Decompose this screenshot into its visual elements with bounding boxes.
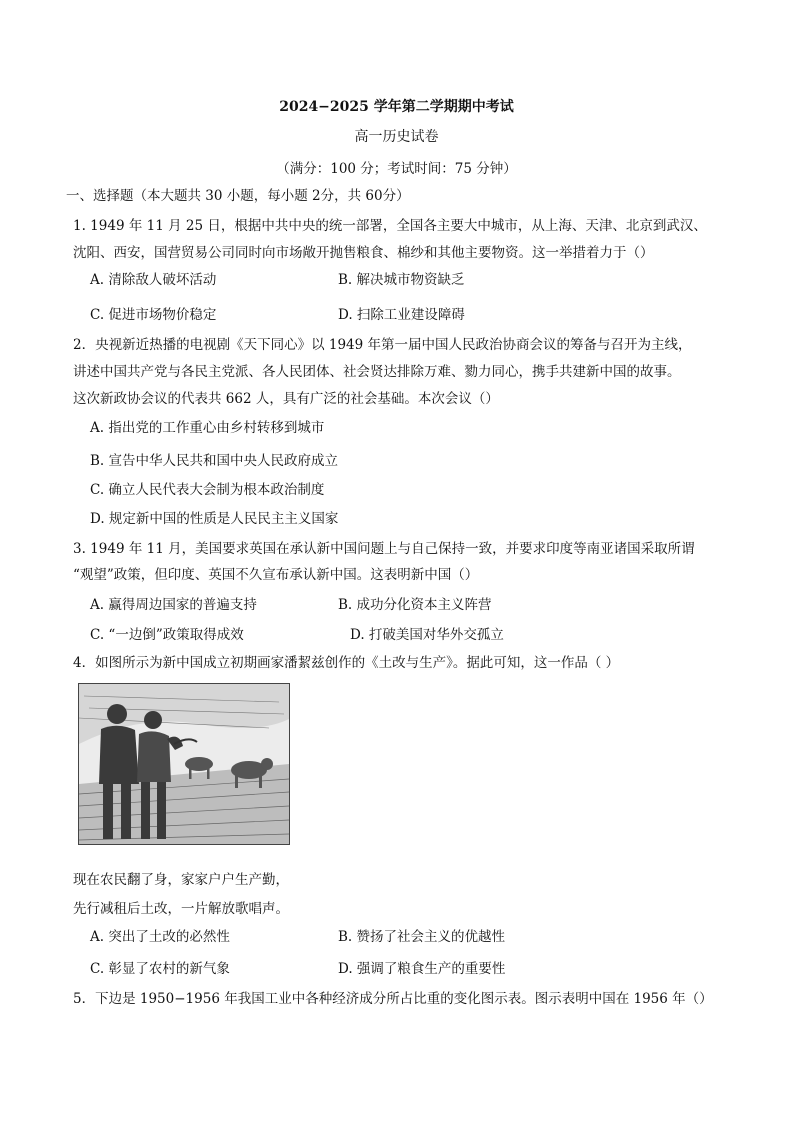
q1-option-a: A. 清除敌人破坏活动 xyxy=(90,272,217,288)
q3-stem-line1: 3. 1949 年 11 月，美国要求英国在承认新中国问题上与自己保持一致，并要求印度等南亚诸国采取所谓 xyxy=(73,541,695,557)
q4-option-d: D. 强调了粮食生产的重要性 xyxy=(338,961,506,977)
artwork-illustration xyxy=(79,684,289,844)
q3-option-d: D. 打破美国对华外交孤立 xyxy=(350,627,504,643)
q4-option-c: C. 彰显了农村的新气象 xyxy=(90,961,230,977)
q4-poem-line1: 现在农民翻了身，家家户户生产勤， xyxy=(73,872,289,888)
q1-stem-line1: 1. 1949 年 11 月 25 日，根据中共中央的统一部署，全国各主要大中城市，从上海、天津、北京到武汉、 xyxy=(73,218,707,234)
q3-option-c: C. “一边倒”政策取得成效 xyxy=(90,627,244,643)
q2-option-a: A. 指出党的工作重心由乡村转移到城市 xyxy=(90,420,325,436)
section-heading: 一、选择题（本大题共 30 小题，每小题 2分，共 60分） xyxy=(66,188,410,204)
q4-stem-line1: 4．如图所示为新中国成立初期画家潘絜兹创作的《土改与生产》。据此可知，这一作品（ ） xyxy=(73,655,620,671)
exam-subtitle: 高一历史试卷 xyxy=(354,129,439,145)
q4-option-a: A. 突出了土改的必然性 xyxy=(90,929,230,945)
q3-stem-line2: “观望”政策，但印度、英国不久宣布承认新中国。这表明新中国（） xyxy=(73,567,479,583)
q3-option-a: A. 赢得周边国家的普遍支持 xyxy=(90,597,257,613)
q1-option-c: C. 促进市场物价稳定 xyxy=(90,307,217,323)
q1-stem-line2: 沈阳、西安，国营贸易公司同时向市场敞开抛售粮食、棉纱和其他主要物资。这一举措着力于（） xyxy=(73,245,654,261)
q2-option-c: C. 确立人民代表大会制为根本政治制度 xyxy=(90,482,325,498)
q3-option-b: B. 成功分化资本主义阵营 xyxy=(338,597,492,613)
q4-poem-line2: 先行减租后土改，一片解放歌唱声。 xyxy=(73,901,289,917)
q4-option-b: B. 赞扬了社会主义的优越性 xyxy=(338,929,506,945)
exam-title: 2024−2025 学年第二学期期中考试 xyxy=(279,99,514,115)
q2-option-b: B. 宣告中华人民共和国中央人民政府成立 xyxy=(90,453,339,469)
q2-stem-line3: 这次新政协会议的代表共 662 人，具有广泛的社会基础。本次会议（） xyxy=(73,391,499,407)
q1-option-b: B. 解决城市物资缺乏 xyxy=(338,272,465,288)
exam-meta: （满分：100 分；考试时间：75 分钟） xyxy=(276,161,517,177)
q2-stem-line2: 讲述中国共产党与各民主党派、各人民团体、社会贤达排除万难、勠力同心，携手共建新中国的故事。 xyxy=(73,364,681,380)
q5-stem-line1: 5．下边是 1950−1956 年我国工业中各种经济成分所占比重的变化图示表。图示表明中国在 1956 年（） xyxy=(73,991,713,1007)
q2-option-d: D. 规定新中国的性质是人民民主主义国家 xyxy=(90,511,339,527)
q1-option-d: D. 扫除工业建设障碍 xyxy=(338,307,465,323)
land-reform-artwork xyxy=(78,683,290,845)
q2-stem-line1: 2．央视新近热播的电视剧《天下同心》以 1949 年第一届中国人民政治协商会议的筹备与召开为主线， xyxy=(73,337,692,353)
